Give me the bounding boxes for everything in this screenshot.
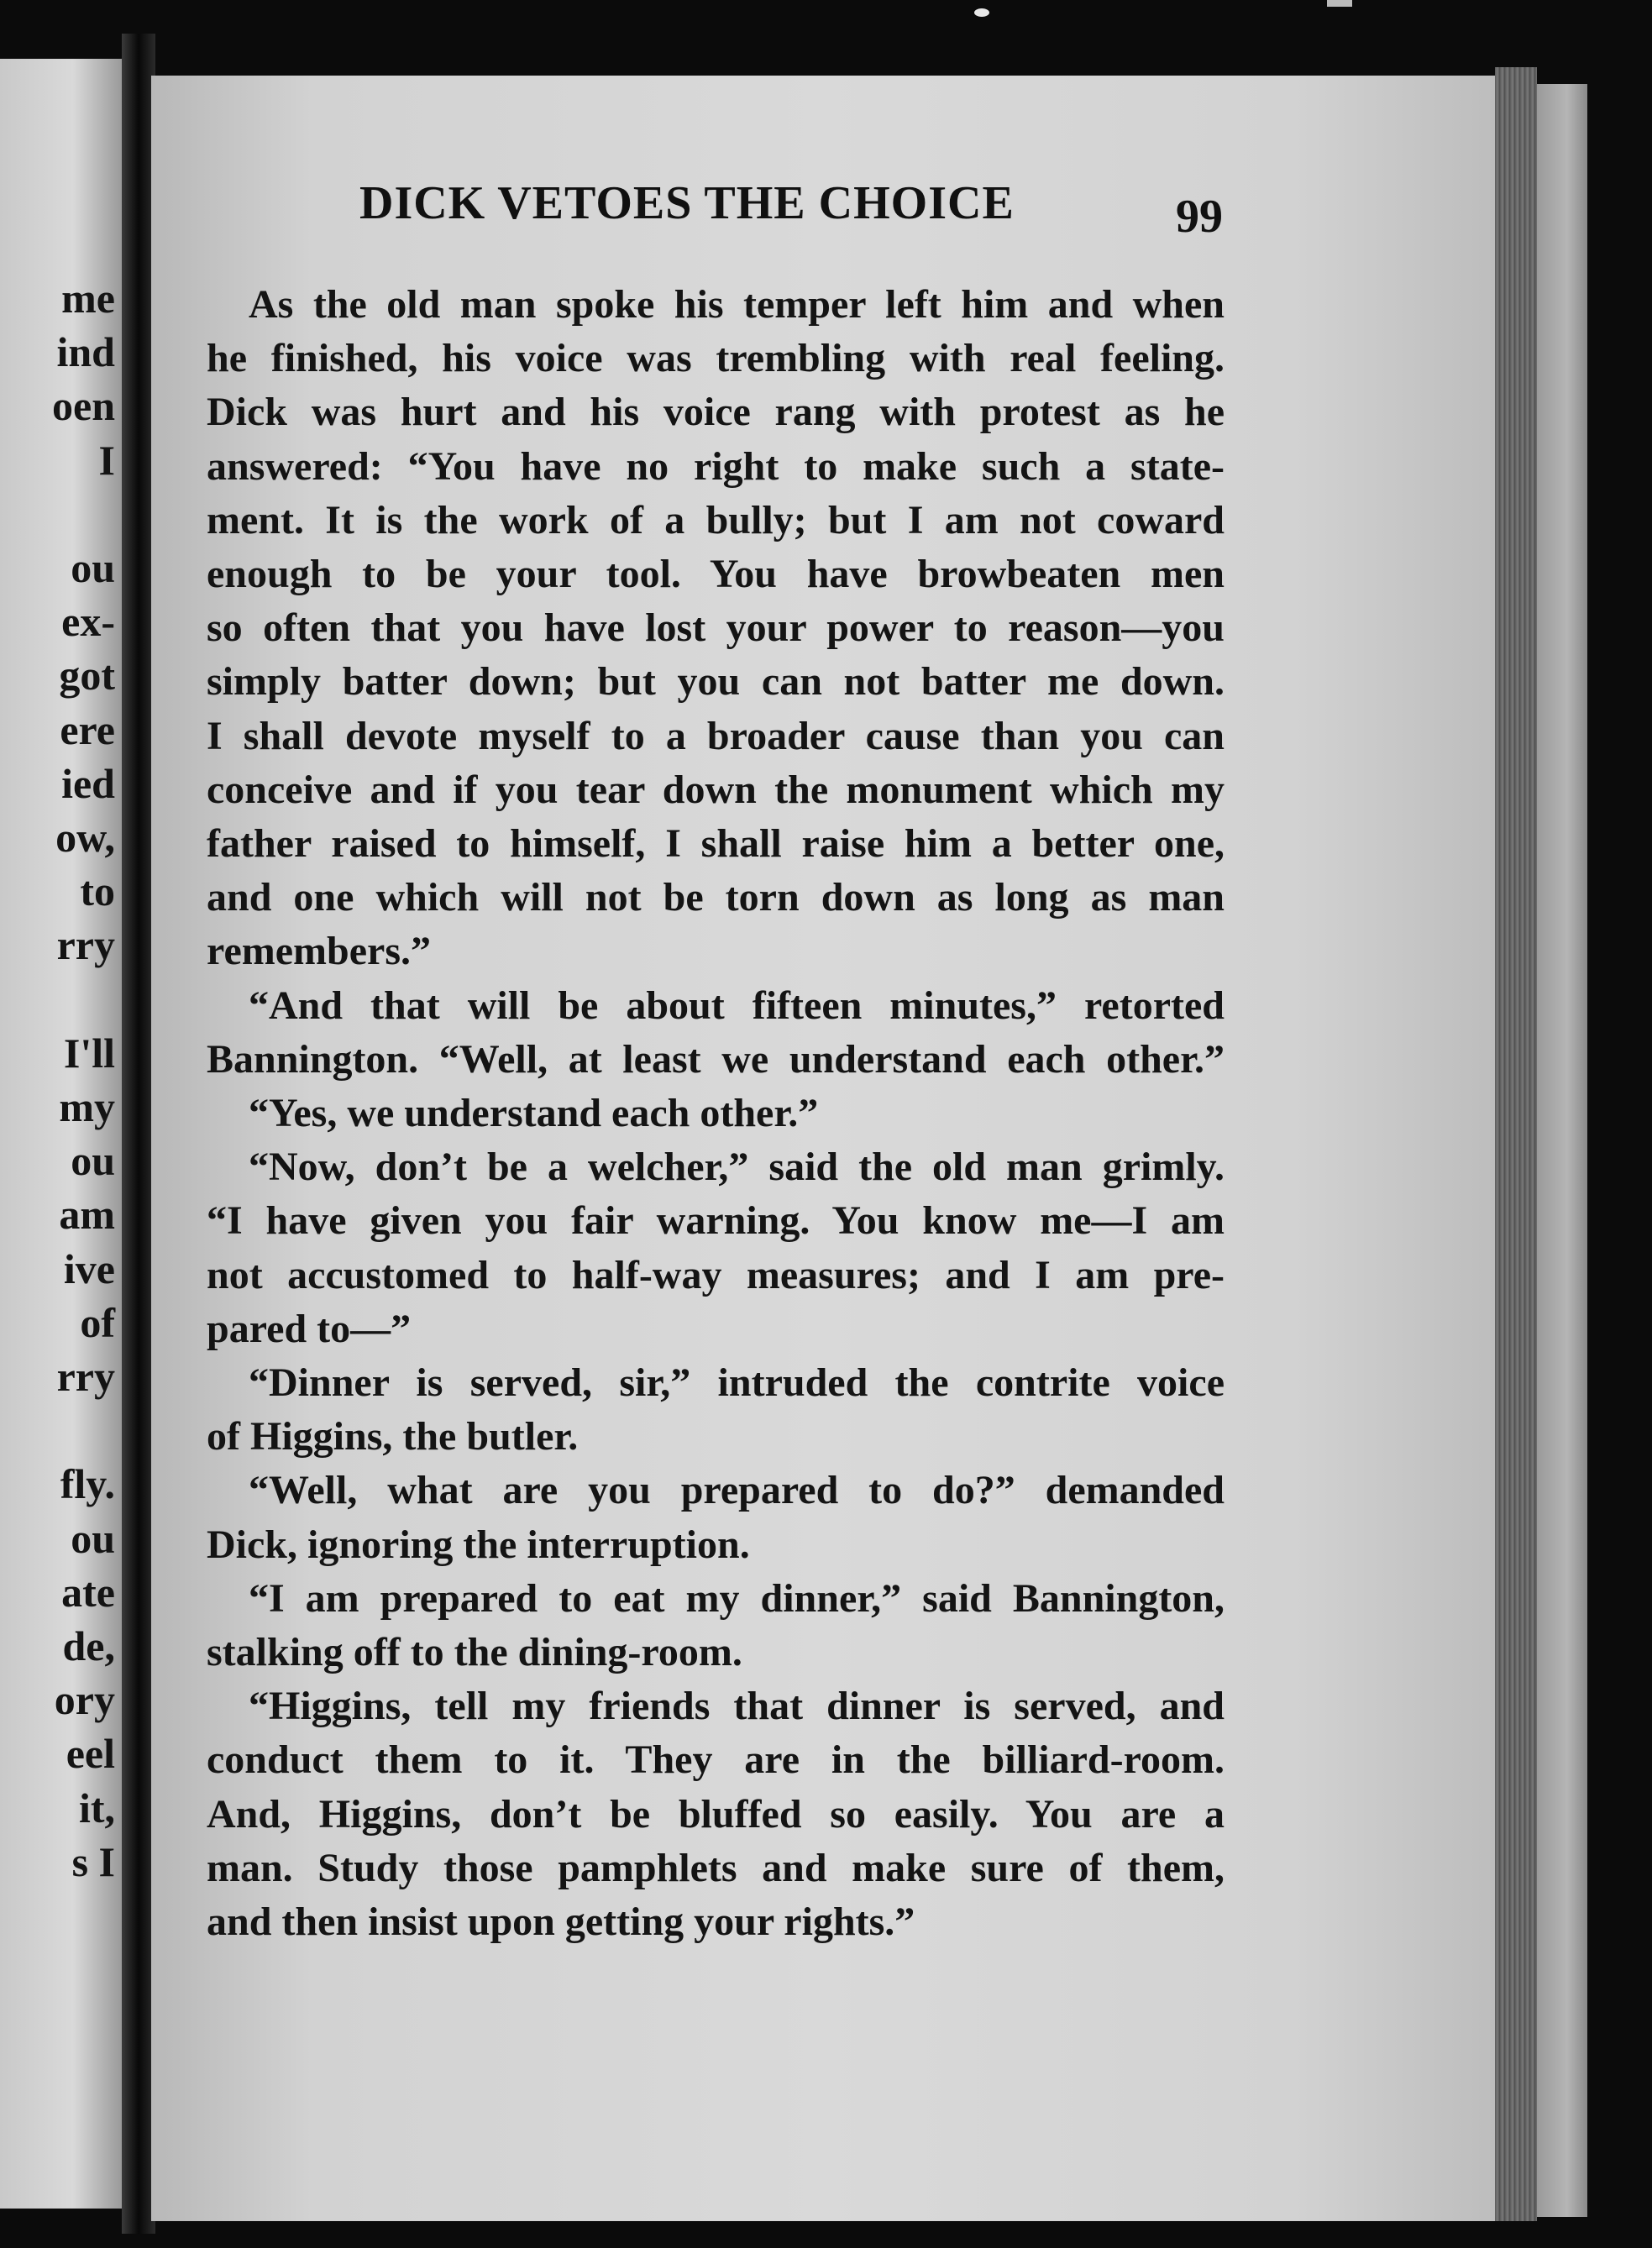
facing-page-fragment: my xyxy=(59,1083,115,1130)
text-line: of Higgins, the butler. xyxy=(207,1414,579,1459)
text-line: Bannington. “Well, at least we understand each other.” xyxy=(207,1037,1225,1082)
text-line: “Higgins, tell my friends that dinner is served, and xyxy=(249,1684,1225,1728)
facing-page-fragment: ou xyxy=(71,1137,115,1184)
facing-page-fragment: am xyxy=(59,1191,115,1238)
text-line: “Well, what are you prepared to do?” demanded xyxy=(249,1468,1225,1512)
back-cover-edge xyxy=(1537,84,1587,2217)
facing-page-fragment: ate xyxy=(61,1569,115,1616)
facing-page-fragment: fly. xyxy=(60,1460,115,1507)
text-line: ment. It is the work of a bully; but I am not coward xyxy=(207,498,1225,542)
facing-page-fragment: me xyxy=(61,275,115,322)
text-line: man. Study those pamphlets and make sure of them, xyxy=(207,1846,1225,1890)
facing-page-fragment: s I xyxy=(71,1838,115,1885)
text-line: conceive and if you tear down the monument which my xyxy=(207,768,1225,812)
text-line: “I am prepared to eat my dinner,” said Bannington, xyxy=(249,1576,1225,1621)
text-line: not accustomed to half-way measures; and I am pre- xyxy=(207,1253,1225,1297)
text-line: answered: “You have no right to make such a state- xyxy=(207,444,1225,489)
dust-speck xyxy=(974,8,989,17)
text-line: “And that will be about fifteen minutes,” retorted xyxy=(249,983,1225,1028)
facing-page-fragment: got xyxy=(59,652,115,699)
text-line: father raised to himself, I shall raise him a better one, xyxy=(207,821,1225,866)
running-head: DICK VETOES THE CHOICE xyxy=(359,177,1015,229)
facing-page-fragment: I xyxy=(98,437,115,484)
text-line: stalking off to the dining-room. xyxy=(207,1630,742,1674)
text-line: I shall devote myself to a broader cause than you can xyxy=(207,714,1225,758)
facing-page-fragment: rry xyxy=(56,921,115,968)
text-line: “I have given you fair warning. You know me—I am xyxy=(207,1198,1225,1243)
facing-page-fragment: to xyxy=(80,867,115,914)
text-line: As the old man spoke his temper left him and when xyxy=(249,282,1225,327)
text-line: “Dinner is served, sir,” intruded the contrite voice xyxy=(249,1360,1225,1405)
facing-page-fragment: de, xyxy=(62,1622,115,1669)
facing-page-fragment: ow, xyxy=(55,814,115,861)
page-edges xyxy=(1495,67,1537,2221)
facing-page-fragment: oen xyxy=(52,382,115,429)
facing-page-fragment: ou xyxy=(71,1515,115,1562)
facing-page-fragment: ied xyxy=(61,760,115,807)
facing-page-fragment: ive xyxy=(63,1245,115,1292)
facing-page-fragment: I'll xyxy=(63,1030,115,1077)
facing-page-fragment: ind xyxy=(56,328,115,375)
facing-page-left xyxy=(0,59,122,2209)
book-gutter xyxy=(122,34,155,2234)
text-line: Dick, ignoring the interruption. xyxy=(207,1522,750,1567)
facing-page-fragment: it, xyxy=(78,1784,115,1831)
text-line: so often that you have lost your power to reason—you xyxy=(207,605,1225,650)
text-line: remembers.” xyxy=(207,929,431,973)
text-line: he finished, his voice was trembling with real feeling. xyxy=(207,336,1225,380)
facing-page-fragment: ory xyxy=(54,1676,115,1723)
text-line: and one which will not be torn down as long as man xyxy=(207,875,1225,920)
facing-page-fragment: of xyxy=(80,1299,115,1346)
text-line: “Now, don’t be a welcher,” said the old man grimly. xyxy=(249,1145,1225,1189)
facing-page-fragment: ou xyxy=(71,544,115,591)
facing-page-fragment: rry xyxy=(56,1353,115,1400)
text-line: and then insist upon getting your rights.” xyxy=(207,1900,915,1944)
page-number: 99 xyxy=(1176,191,1223,243)
text-line: simply batter down; but you can not batter me down. xyxy=(207,659,1225,704)
text-line: enough to be your tool. You have browbeaten men xyxy=(207,552,1225,596)
facing-page-fragment: ex- xyxy=(61,598,115,645)
text-line: pared to—” xyxy=(207,1307,412,1351)
facing-page-fragment: eel xyxy=(66,1730,115,1777)
text-line: conduct them to it. They are in the billiard-room. xyxy=(207,1737,1225,1782)
text-line: Dick was hurt and his voice rang with protest as he xyxy=(207,390,1225,434)
text-line: And, Higgins, don’t be bluffed so easily. You are a xyxy=(207,1792,1225,1837)
facing-page-fragment: ere xyxy=(60,706,115,753)
dust-speck xyxy=(1327,0,1352,7)
text-line: “Yes, we understand each other.” xyxy=(249,1091,819,1135)
